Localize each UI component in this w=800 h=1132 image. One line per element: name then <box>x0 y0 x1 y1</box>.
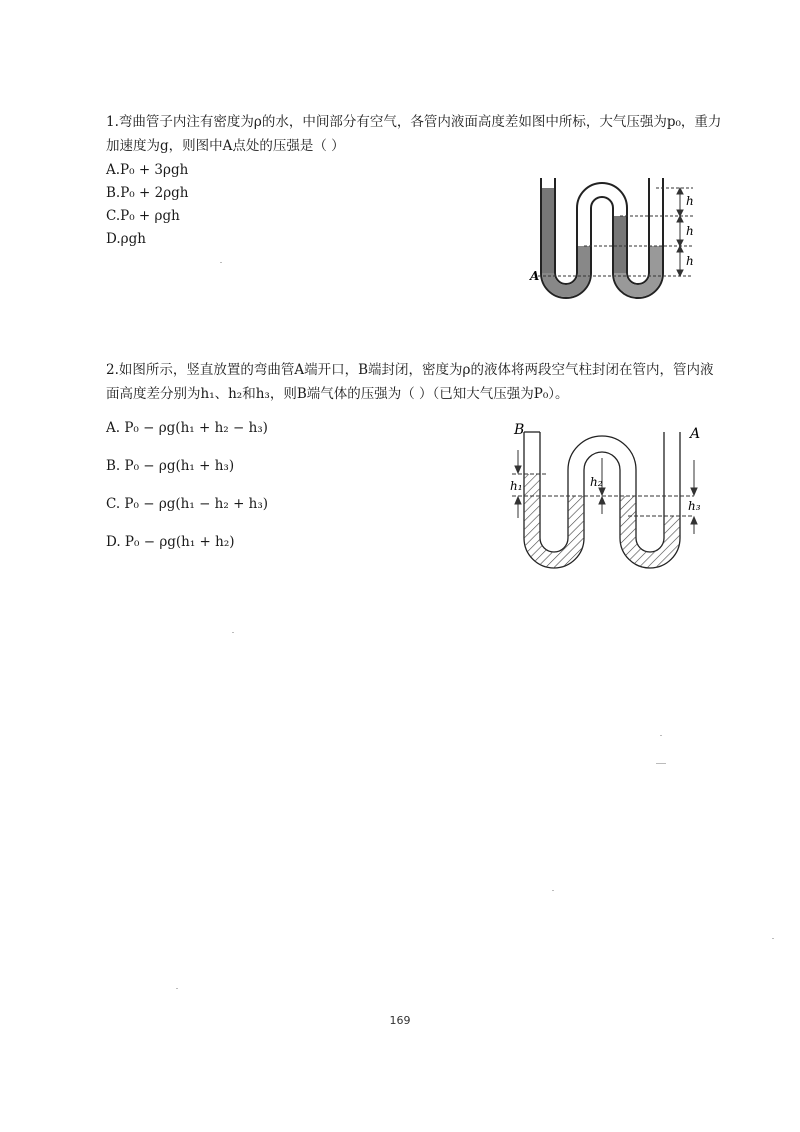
q1-point-a-label: A <box>530 269 540 283</box>
q2-bent-tube-figure <box>508 418 714 586</box>
q1-option-c: C.P₀ + ρgh <box>106 208 180 224</box>
q1-h-label-2: h <box>686 224 694 238</box>
q2-stem: 2.如图所示，竖直放置的弯曲管A端开口，B端封闭，密度为ρ的液体将两段空气柱封闭在管内，管内液面高度差分别为h₁、h₂和h₃，则B端气体的压强为（ ）（已知大气压强为P₀）。 <box>106 362 714 402</box>
q1-option-d: D.ρgh <box>106 231 146 247</box>
q2-option-b: B. P₀ − ρg(h₁ + h₃) <box>106 458 235 474</box>
q1-dimension-arrows <box>677 188 683 276</box>
q1-option-b: B.P₀ + 2ρgh <box>106 185 189 201</box>
q1-h-label-3: h <box>686 254 694 268</box>
q2-h3-label: h₃ <box>688 499 701 513</box>
page-number: 169 <box>389 1014 411 1027</box>
scan-speck <box>176 988 178 989</box>
q2-option-a: A. P₀ − ρg(h₁ + h₂ − h₃) <box>106 420 268 436</box>
q2-end-b-label: B <box>514 422 525 438</box>
q1-stem: 1.弯曲管子内注有密度为ρ的水，中间部分有空气，各管内液面高度差如图中所标，大气压强为p₀，重力加速度为g，则图中A点处的压强是（ ） <box>106 114 722 154</box>
q1-u-tube-figure <box>528 168 718 308</box>
scan-speck <box>232 632 234 633</box>
scan-speck <box>772 938 774 939</box>
q2-end-a-label: A <box>690 426 701 442</box>
q2-h1-label: h₁ <box>510 479 523 493</box>
q2-h2-label: h₂ <box>590 475 603 489</box>
q2-option-c: C. P₀ − ρg(h₁ − h₂ + h₃) <box>106 496 269 512</box>
q1-option-a: A.P₀ + 3ρgh <box>106 162 189 178</box>
scan-speck <box>660 735 662 736</box>
q2-option-d: D. P₀ − ρg(h₁ + h₂) <box>106 534 235 550</box>
scan-speck <box>552 890 554 891</box>
scan-speck <box>220 262 222 263</box>
scan-speck <box>656 763 666 764</box>
q1-h-label-1: h <box>686 194 694 208</box>
